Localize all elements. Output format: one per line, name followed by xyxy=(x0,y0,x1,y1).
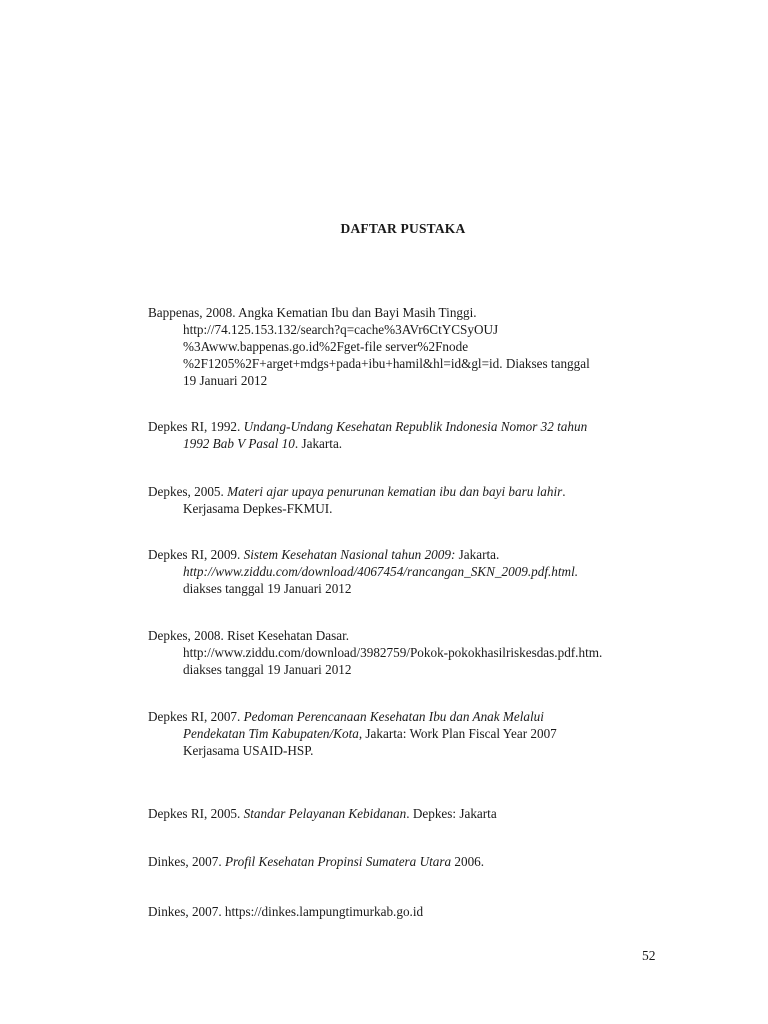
reference-title: 1992 Bab V Pasal 10 xyxy=(183,436,295,451)
reference-text: diakses tanggal 19 Januari 2012 xyxy=(183,581,352,596)
reference-line xyxy=(148,304,668,321)
reference-text: Depkes RI, 2005. xyxy=(148,806,244,821)
reference-title: Undang-Undang Kesehatan Republik Indonesia Nomor 32 tahun xyxy=(243,419,588,434)
reference-entry xyxy=(148,304,668,389)
reference-line xyxy=(148,853,668,870)
reference-line xyxy=(148,418,668,435)
reference-line xyxy=(148,372,668,389)
reference-line xyxy=(148,500,668,517)
reference-line xyxy=(148,563,668,580)
reference-url: http://74.125.153.132/search?q=cache%3AVr6CtYCSyOUJ xyxy=(183,322,499,337)
reference-url: http://www.ziddu.com/download/3982759/Pokok-pokokhasilriskesdas.pdf.htm. xyxy=(183,645,603,660)
reference-entry xyxy=(148,853,668,870)
reference-line xyxy=(148,321,668,338)
reference-line xyxy=(148,742,668,759)
reference-entry xyxy=(148,546,668,597)
reference-text: Dinkes, 2007. xyxy=(148,854,225,869)
reference-line xyxy=(148,627,668,644)
reference-line xyxy=(148,903,668,920)
reference-title: Standar Pelayanan Kebidanan xyxy=(243,806,407,821)
reference-title: Materi ajar upaya penurunan kematian ibu dan bayi baru lahir xyxy=(227,484,563,499)
reference-line xyxy=(148,661,668,678)
reference-entry xyxy=(148,708,668,759)
reference-entry xyxy=(148,903,668,920)
page-number: 52 xyxy=(642,948,656,963)
reference-text: Depkes RI, 2009. xyxy=(148,547,244,562)
reference-text: 19 Januari 2012 xyxy=(183,373,268,388)
reference-line xyxy=(148,708,668,725)
reference-text: Jakarta. xyxy=(455,547,500,562)
reference-entry xyxy=(148,418,668,452)
reference-text: Depkes RI, 1992. xyxy=(148,419,244,434)
reference-text: Depkes RI, 2007. xyxy=(148,709,244,724)
reference-line xyxy=(148,580,668,597)
reference-title: Pedoman Perencanaan Kesehatan Ibu dan Anak Melalui xyxy=(243,709,544,724)
reference-line xyxy=(148,725,668,742)
page-title: DAFTAR PUSTAKA xyxy=(340,221,466,236)
reference-line xyxy=(148,483,668,500)
reference-text: Kerjasama USAID-HSP. xyxy=(183,743,314,758)
reference-text: Dinkes, 2007. https://dinkes.lampungtimurkab.go.id xyxy=(148,904,424,919)
reference-title: Pendekatan Tim Kabupaten/Kota xyxy=(183,726,359,741)
reference-text: . Jakarta. xyxy=(294,436,343,451)
reference-line xyxy=(148,355,668,372)
reference-text: Kerjasama Depkes-FKMUI. xyxy=(183,501,333,516)
reference-line xyxy=(148,338,668,355)
reference-line xyxy=(148,644,668,661)
reference-line xyxy=(148,546,668,563)
reference-text: . xyxy=(562,484,566,499)
reference-entry xyxy=(148,627,668,678)
reference-text: Depkes, 2008. Riset Kesehatan Dasar. xyxy=(148,628,350,643)
reference-text: Bappenas, 2008. Angka Kematian Ibu dan Bayi Masih Tinggi. xyxy=(148,305,477,320)
reference-title: Sistem Kesehatan Nasional tahun 2009: xyxy=(243,547,456,562)
reference-url: %2F1205%2F+arget+mdgs+pada+ibu+hamil&hl=id&gl=id. Diakses tanggal xyxy=(183,356,590,371)
reference-entry xyxy=(148,483,668,517)
reference-title: Profil Kesehatan Propinsi Sumatera Utara xyxy=(224,854,452,869)
reference-text: . Depkes: Jakarta xyxy=(406,806,497,821)
reference-entry xyxy=(148,805,668,822)
reference-text: diakses tanggal 19 Januari 2012 xyxy=(183,662,352,677)
reference-line xyxy=(148,805,668,822)
reference-url: %3Awww.bappenas.go.id%2Fget-file server%2Fnode xyxy=(183,339,469,354)
reference-text: Depkes, 2005. xyxy=(148,484,228,499)
reference-line xyxy=(148,435,668,452)
reference-url: http://www.ziddu.com/download/4067454/rancangan_SKN_2009.pdf.html. xyxy=(183,564,579,579)
reference-text: , Jakarta: Work Plan Fiscal Year 2007 xyxy=(358,726,557,741)
reference-text: 2006. xyxy=(451,854,485,869)
